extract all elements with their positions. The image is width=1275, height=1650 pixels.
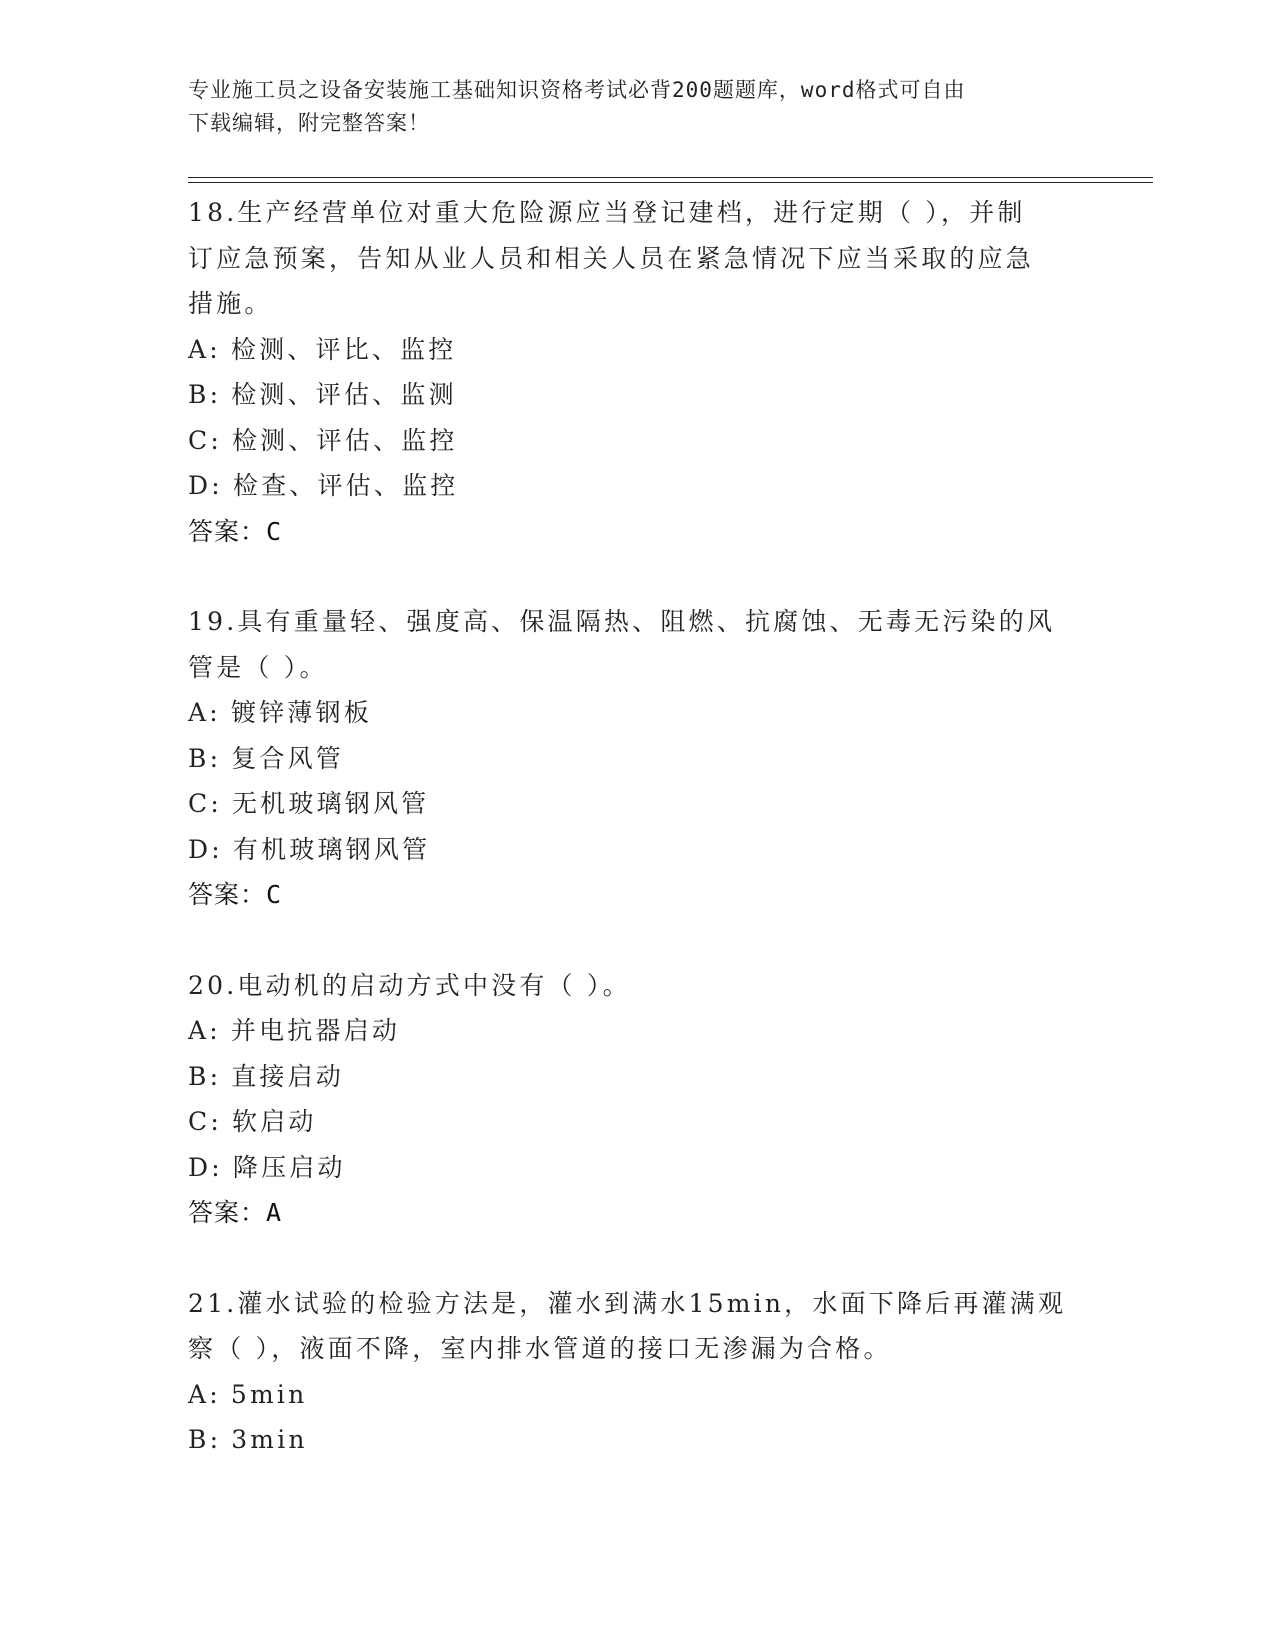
question-stem-line: 18.生产经营单位对重大危险源应当登记建档，进行定期（ ），并制 xyxy=(188,198,1026,227)
option-text: 5min xyxy=(230,1379,308,1409)
question-stem-line: 管是（ ）。 xyxy=(188,652,328,682)
option-label: B: xyxy=(188,380,222,409)
answer-line xyxy=(188,509,1078,555)
answer-value: A xyxy=(266,1198,282,1227)
document-header xyxy=(188,74,1068,140)
option-label: A: xyxy=(188,698,221,727)
option-text: 并电抗器启动 xyxy=(230,1016,401,1045)
answer-label: 答案： xyxy=(188,516,267,546)
option-label: C: xyxy=(188,1107,222,1136)
option-c xyxy=(188,781,1078,827)
option-label: B: xyxy=(188,743,222,773)
option-label: D: xyxy=(188,471,223,500)
question-stem-line: 措施。 xyxy=(188,289,273,318)
option-b xyxy=(188,1417,1078,1463)
answer-value: C xyxy=(266,516,282,546)
option-label: D: xyxy=(188,1152,223,1182)
header-divider-bottom xyxy=(188,182,1153,183)
option-text: 检测、评比、监控 xyxy=(230,334,457,364)
question-21 xyxy=(188,1281,1078,1463)
question-20 xyxy=(188,963,1078,1236)
option-a xyxy=(188,690,1078,736)
option-b xyxy=(188,736,1078,782)
option-b xyxy=(188,372,1078,418)
option-label: A: xyxy=(188,334,221,364)
option-label: A: xyxy=(188,1016,221,1045)
option-label: B: xyxy=(188,1425,222,1454)
option-text: 软启动 xyxy=(231,1107,317,1136)
option-text: 镀锌薄钢板 xyxy=(230,698,372,727)
header-line-1: 专业施工员之设备安装施工基础知识资格考试必背200题题库，word格式可自由 xyxy=(188,78,966,102)
question-18 xyxy=(188,190,1078,554)
option-label: C: xyxy=(188,789,222,818)
question-stem-line: 订应急预案，告知从业人员和相关人员在紧急情况下应当采取的应急 xyxy=(188,243,1035,273)
option-text: 无机玻璃钢风管 xyxy=(231,789,430,818)
question-19 xyxy=(188,599,1078,918)
option-text: 直接启动 xyxy=(231,1061,345,1091)
option-label: B: xyxy=(188,1061,222,1091)
header-line-2: 下载编辑，附完整答案！ xyxy=(188,111,430,135)
option-d xyxy=(188,827,1078,873)
option-a xyxy=(188,1372,1078,1418)
answer-line xyxy=(188,872,1078,918)
question-stem-line: 察（ ），液面不降，室内排水管道的接口无渗漏为合格。 xyxy=(188,1334,892,1363)
option-d xyxy=(188,1145,1078,1191)
option-d xyxy=(188,463,1078,509)
option-text: 检测、评估、监控 xyxy=(231,425,458,455)
option-label: A: xyxy=(188,1379,221,1409)
question-stem-line: 21.灌水试验的检验方法是，灌水到满水15min，水面下降后再灌满观 xyxy=(188,1288,1067,1318)
option-label: D: xyxy=(188,834,223,864)
option-a xyxy=(188,1008,1078,1054)
answer-label: 答案： xyxy=(188,880,267,909)
question-list xyxy=(188,190,1078,1508)
option-a xyxy=(188,327,1078,373)
answer-label: 答案： xyxy=(188,1198,267,1227)
option-text: 复合风管 xyxy=(231,743,345,773)
option-text: 3min xyxy=(231,1425,308,1454)
answer-value: C xyxy=(266,880,282,909)
option-c xyxy=(188,1099,1078,1145)
option-label: C: xyxy=(188,425,222,455)
option-b xyxy=(188,1054,1078,1100)
option-text: 有机玻璃钢风管 xyxy=(232,834,431,864)
option-text: 降压启动 xyxy=(232,1152,346,1182)
question-stem-line: 20.电动机的启动方式中没有（ ）。 xyxy=(188,970,631,1000)
header-divider-top xyxy=(188,177,1153,178)
question-stem-line: 19.具有重量轻、强度高、保温隔热、阻燃、抗腐蚀、无毒无污染的风 xyxy=(188,607,1056,636)
option-text: 检查、评估、监控 xyxy=(232,471,459,500)
option-text: 检测、评估、监测 xyxy=(231,380,457,409)
answer-line xyxy=(188,1190,1078,1236)
option-c xyxy=(188,418,1078,464)
